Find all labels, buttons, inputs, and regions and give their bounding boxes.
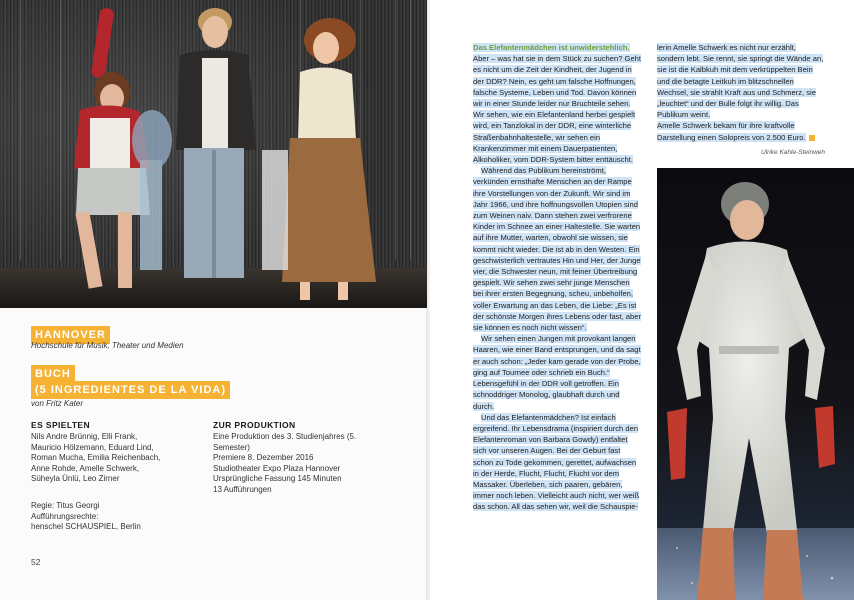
- article-text: lerin Amelle Schwerk es nicht nur erzählt, sondern lebt. Sie rennt, sie springt die Wände an, sie ist die Kalbkuh mit dem verkrüppelten Bein und die betagte Leitkuh im blitzschnellen Wechsel, sie strahlt Kraft aus und Schmerz, sie „leuchtet“ und der Bulle folgt ihr willig. Das Publikum weint.: [657, 43, 824, 120]
- stage-scene-illustration: [0, 0, 427, 308]
- cast-line: Mauricio Hölzemann, Eduard Lind,: [31, 442, 154, 452]
- school-name: Hochschule für Musik, Theater und Medien: [31, 341, 184, 350]
- end-mark-icon: [809, 135, 815, 141]
- title-label-2: (5 INGREDIENTES DE LA VIDA): [31, 381, 230, 399]
- cast-block: [31, 420, 196, 485]
- cast-line: Süheyla Ünlü, Leo Zirner: [31, 474, 120, 484]
- article-credit: Ulrike Kahle-Steinweh: [761, 148, 825, 156]
- cast-list: [31, 432, 196, 485]
- article-text: Aber – was hat sie in dem Stück zu suchen? Geht es nicht um die Zeit der Kindheit, der Jugend in der DDR? Nein, es geht um falsche Hoffnungen, falsche Systeme, Leben und Tod. Davon können wir in einer Stunde leider nur Bruchteile sehen. Wir sehen, wie ein Elefantenland herbei gespielt wird, ein Tanzlokal in der DDR, eine winterliche Straßenbahnhaltestelle, wir sehen ein Krankenzimmer mit einem Dauerpatienten, Alkoholiker, vom DDR-System bitter enttäuscht.: [473, 54, 641, 165]
- page-number: 52: [31, 557, 41, 567]
- production-line: Eine Produktion des 3. Studienjahres (5.: [213, 432, 357, 441]
- article-column-1: [473, 42, 641, 513]
- production-block: [213, 420, 373, 496]
- author-line: von Fritz Kater: [31, 399, 84, 408]
- astronaut-illustration: [657, 168, 854, 600]
- article-paragraph-2: [473, 165, 641, 333]
- city-label: HANNOVER: [31, 326, 110, 344]
- article-text: Wir sehen einen Jungen mit provokant langen Haaren, wie einer Band entsprungen, und da sagt er auch schon: „Jeder kam gerade von der Probe, ging auf Tournee oder schrieb ein Buch.“ Lebensgefühl in der DDR voll getroffen. Ein schnoddriger Monolog, glaubhaft durch und durch.: [473, 334, 641, 411]
- article-text: Amelle Schwerk bekam für ihre kraftvolle Darstellung einen Solopreis von 2.500 Euro.: [657, 121, 806, 142]
- article-column-2: [657, 42, 825, 158]
- title-line-2: [31, 380, 230, 399]
- rights-label: Aufführungsrechte:: [31, 511, 99, 521]
- astronaut-costume-photo: [657, 168, 854, 600]
- regie-block: [31, 501, 201, 533]
- regie-line: Regie: Titus Georgi: [31, 501, 100, 510]
- article-paragraph-3: [473, 333, 641, 411]
- production-heading: ZUR PRODUKTION: [213, 420, 296, 430]
- cast-line: Roman Mucha, Emilia Reichenbach,: [31, 453, 161, 463]
- article-subheading: Das Elefantenmädchen ist unwiderstehlich.: [473, 43, 630, 52]
- article-paragraph-6: [657, 120, 825, 142]
- title-label-1: BUCH: [31, 365, 75, 383]
- stage-scene-photo: [0, 0, 427, 308]
- duration-line: Ursprüngliche Fassung 145 Minuten: [213, 474, 342, 484]
- article-text: Während das Publikum hereinströmt, verkünden ernsthafte Menschen an der Rampe ihre Vorstellungen von der Zukunft. Wir sind im Jahr 1966, und ihre hoffnungsvollen Utopien sind zum Weinen naiv. Dann stehen zwei verfrorene Kinder im Schnee an einer Haltestelle. Sie warten auf ihre Mutter, warten, obwohl sie wissen, sie kommt nicht wieder. Die ist ab in den Westen. Ein geschwisterlich vertrautes Hin und Her, der Junge vier, die Schwester neun, mit feiner Übertreibung gespielt. Wir sehen zwei sehr junge Menschen bei ihrer ersten Begegnung, scheu, unbeholfen, voller Erwartung an das Leben, die Liebe: „Es ist der schönste Morgen ihres Lebens oder fast, aber sie können es noch nicht wissen“.: [473, 166, 642, 333]
- article-paragraph-1: [473, 42, 641, 165]
- performances-line: 13 Aufführungen: [213, 484, 272, 494]
- article-paragraph-4: [473, 412, 641, 513]
- article-text: Und das Elefantenmädchen? Ist einfach ergreifend. Ihr Lebensdrama (inspiriert durch den Elefantenroman von Barbara Gowdy) entfaltet sich vor unseren Augen. Bei der Geburt fast schon zu Tode gekommen, gerettet, aufwachsen in der Herde, Flucht, Flucht, Flucht vor dem Massaker. Überleben, sich paaren, gebären, immer noch leben. Vielleicht auch nicht, wer weiß das schon. All das sehen wir, weil die Schauspie-: [473, 412, 640, 512]
- venue-line: Studiotheater Expo Plaza Hannover: [213, 463, 341, 473]
- production-details: [213, 432, 373, 496]
- article-paragraph-5: [657, 42, 825, 120]
- rights-holder: henschel SCHAUSPIEL, Berlin: [31, 522, 141, 532]
- cast-line: Anne Rohde, Amelle Schwerk,: [31, 463, 140, 473]
- cast-heading: ES SPIELTEN: [31, 420, 91, 430]
- cast-line: Nils Andre Brünnig, Elli Frank,: [31, 432, 138, 441]
- premiere-line: Premiere 8. Dezember 2016: [213, 453, 314, 463]
- production-line: Semester): [213, 442, 250, 452]
